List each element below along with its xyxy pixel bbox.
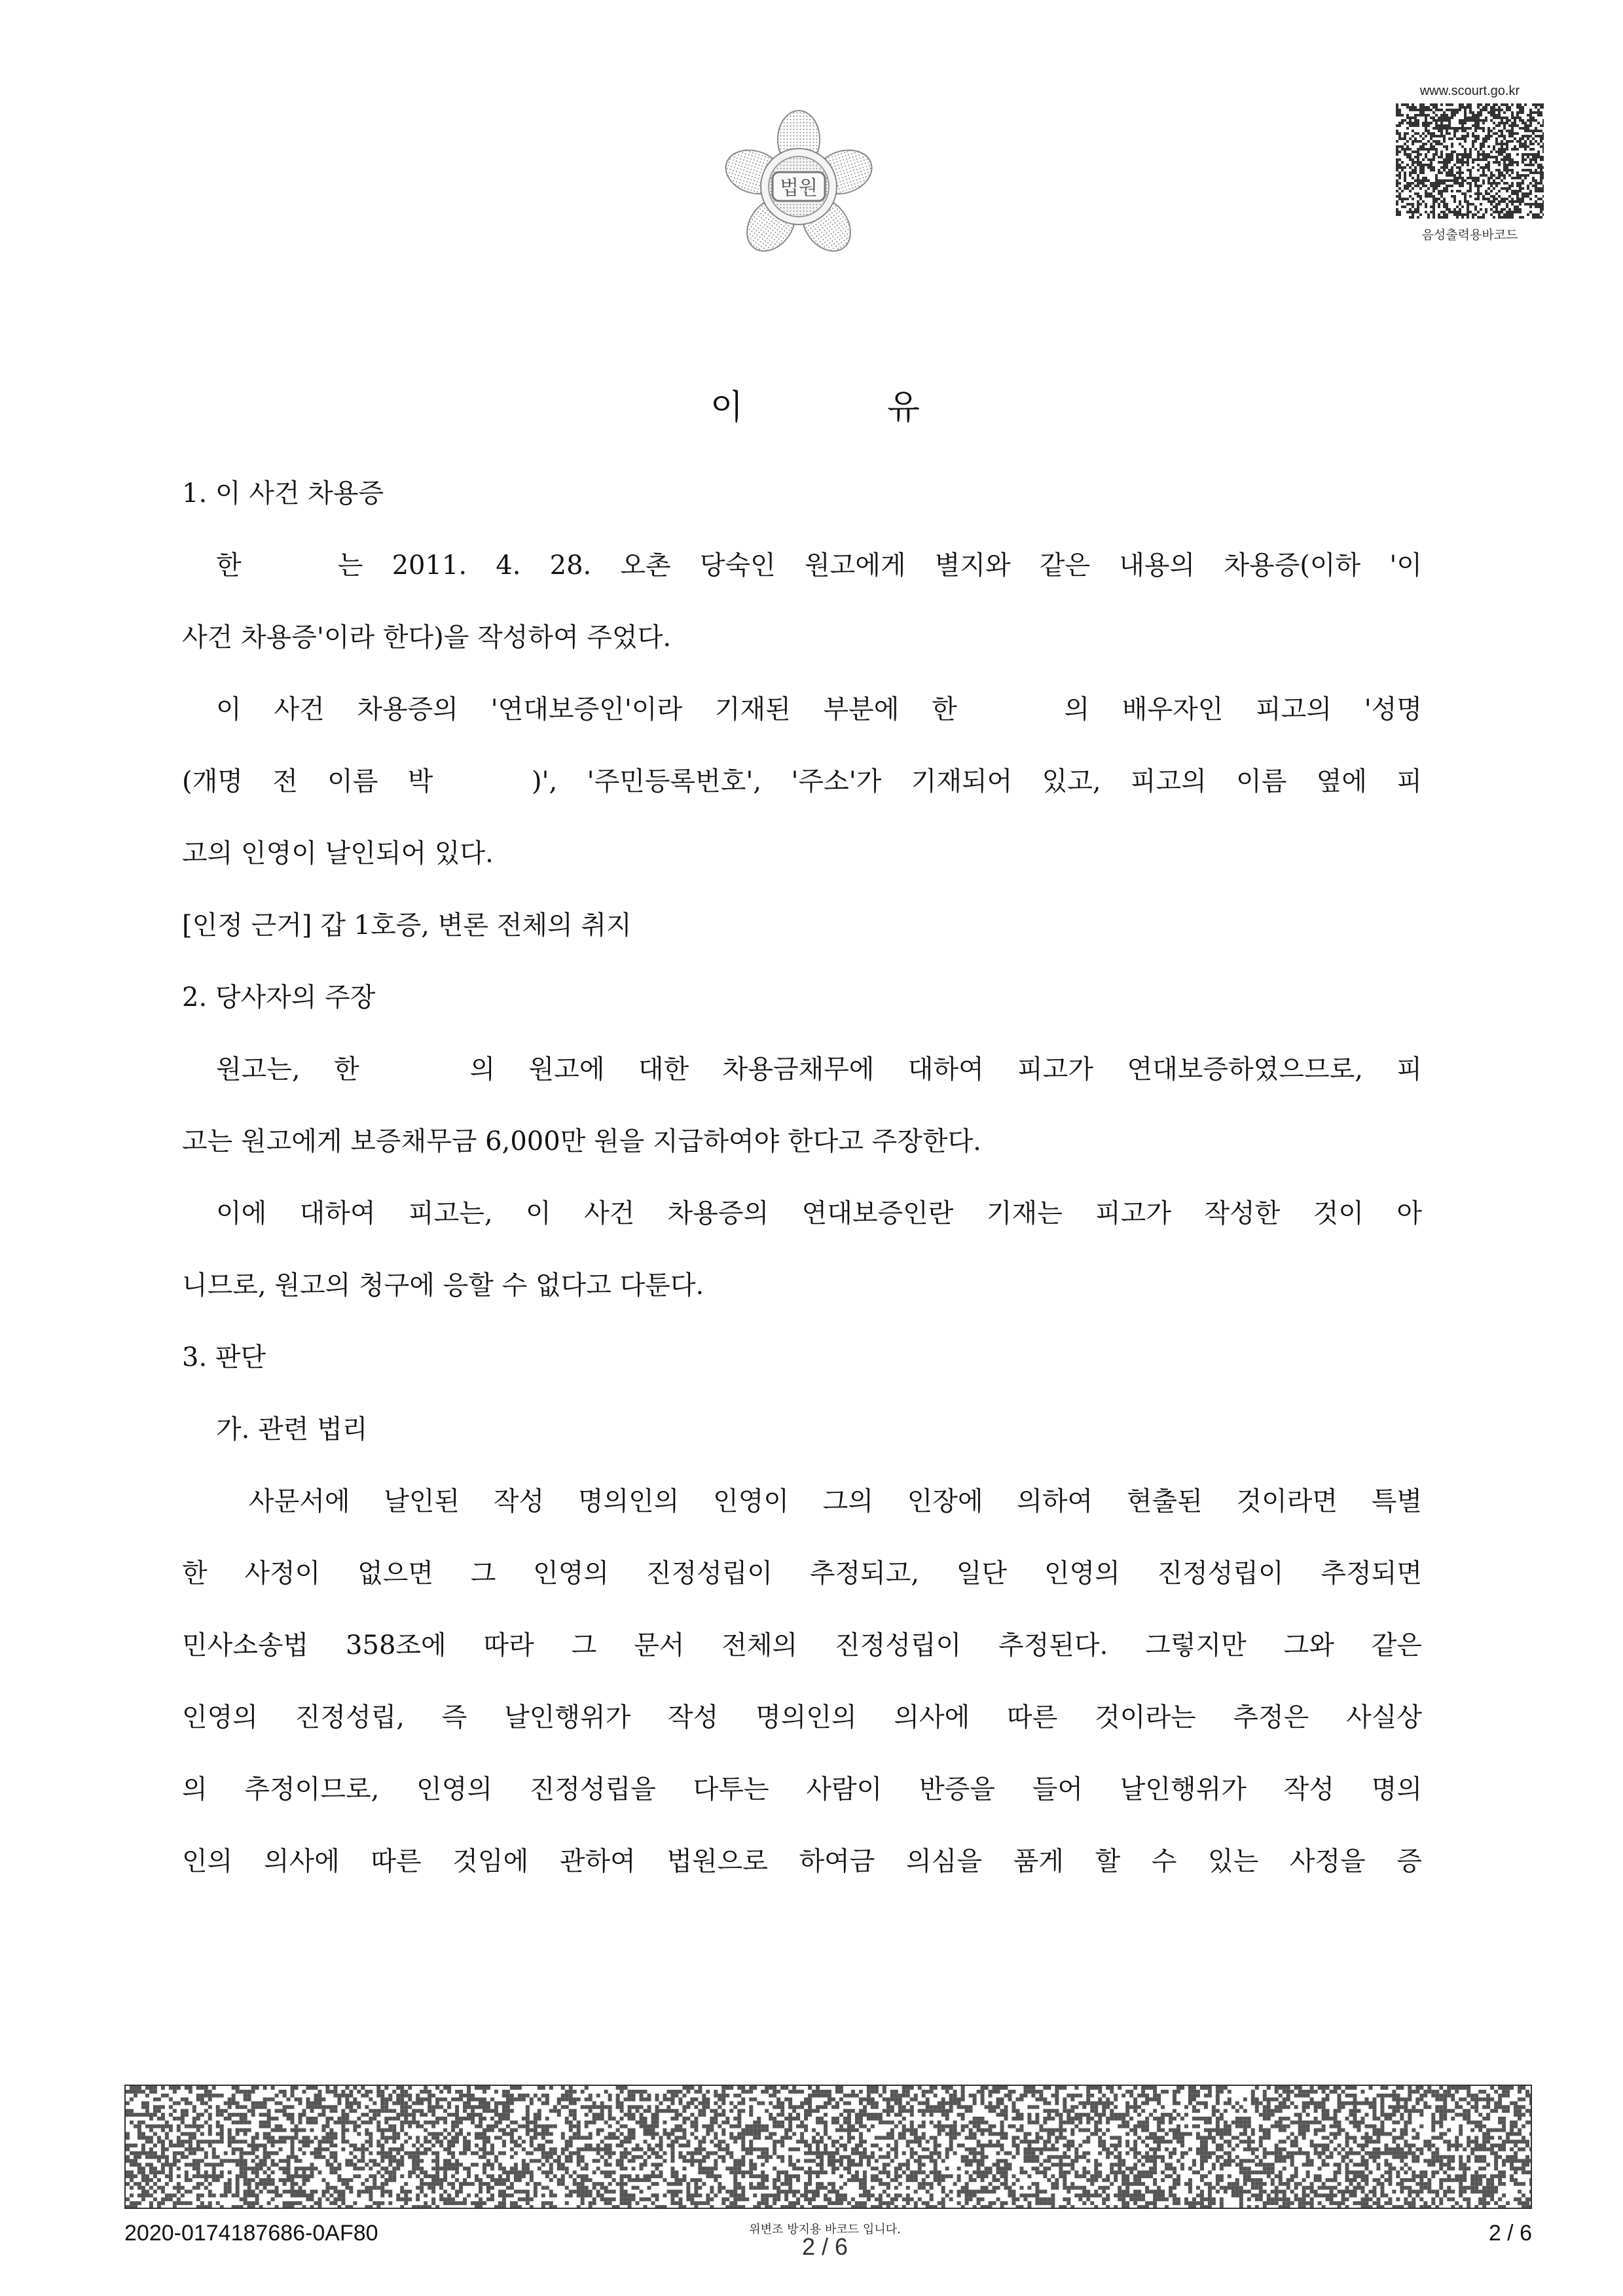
paragraph-line: 이 사건 차용증의 '연대보증인'이라 기재된 부분에 한 의 배우자인 피고의 '성명	[216, 694, 1422, 725]
paragraph-line: 고의 인영이 날인되어 있다.	[182, 838, 494, 869]
court-url: www.scourt.go.kr	[1419, 84, 1520, 98]
document-title	[710, 380, 920, 432]
paragraph-line: 민사소송법 358조에 따라 그 문서 전체의 진정성립이 추정된다. 그렇지만 그와 같은	[182, 1630, 1422, 1660]
noise-barcode-icon	[126, 2086, 1531, 2208]
paragraph-line: 인의 의사에 따른 것임에 관하여 법원으로 하여금 의심을 품게 할 수 있는 사정을 증	[182, 1846, 1422, 1876]
court-seal-text: 법원	[780, 177, 818, 200]
paragraph-line: 인영의 진정성립, 즉 날인행위가 작성 명의인의 의사에 따른 것이라는 추정은 사실상	[182, 1702, 1422, 1732]
title-char-right: 유	[886, 388, 920, 427]
barcode-notice: 위변조 방지용 바코드 입니다.	[749, 2223, 901, 2236]
paragraph-line: 한 는 2011. 4. 28. 오촌 당숙인 원고에게 별지와 같은 내용의 차용증(이하 '이	[216, 550, 1422, 581]
court-seal-icon	[710, 105, 887, 268]
subsection-heading: 가. 관련 법리	[216, 1414, 368, 1444]
section-heading-1: 1. 이 사건 차용증	[182, 478, 384, 509]
section-heading-3: 3. 판단	[182, 1342, 266, 1372]
paragraph-line: (개명 전 이름 박 )', '주민등록번호', '주소'가 기재되어 있고, 피고의 이름 옆에 피	[182, 766, 1422, 797]
court-seal	[710, 105, 887, 268]
paragraph-line: 사건 차용증'이라 한다)을 작성하여 주었다.	[182, 622, 672, 653]
paragraph-line: 이에 대하여 피고는, 이 사건 차용증의 연대보증인란 기재는 피고가 작성한 것이 아	[216, 1198, 1422, 1229]
paragraph-line: 고는 원고에게 보증채무금 6,000만 원을 지급하여야 한다고 주장한다.	[182, 1126, 981, 1157]
paragraph-line: 한 사정이 없으면 그 인영의 진정성립이 추정되고, 일단 인영의 진정성립이 추정되면	[182, 1558, 1422, 1588]
title-char-left: 이	[710, 388, 744, 427]
page-number-center: 2 / 6	[801, 2233, 848, 2260]
document-id: 2020-0174187686-0AF80	[124, 2221, 378, 2246]
paragraph-line: 원고는, 한 의 원고에 대한 차용금채무에 대하여 피고가 연대보증하였으므로, 피	[216, 1054, 1422, 1085]
qr-barcode-icon	[1396, 103, 1544, 219]
paragraph-line: 니므로, 원고의 청구에 응할 수 없다고 다툰다.	[182, 1270, 704, 1300]
section-heading-2: 2. 당사자의 주장	[182, 982, 376, 1013]
paragraph-line: 사문서에 날인된 작성 명의인의 인영이 그의 인장에 의하여 현출된 것이라면 특별	[249, 1486, 1422, 1516]
page-number-right: 2 / 6	[1488, 2221, 1532, 2246]
barcode-caption: 음성출력용바코드	[1421, 228, 1518, 242]
evidence-basis: [인정 근거] 갑 1호증, 변론 전체의 취지	[182, 910, 632, 941]
anti-forgery-barcode	[124, 2085, 1532, 2209]
paragraph-line: 의 추정이므로, 인영의 진정성립을 다투는 사람이 반증을 들어 날인행위가 작성 명의	[182, 1774, 1422, 1804]
voice-output-barcode	[1395, 84, 1545, 247]
